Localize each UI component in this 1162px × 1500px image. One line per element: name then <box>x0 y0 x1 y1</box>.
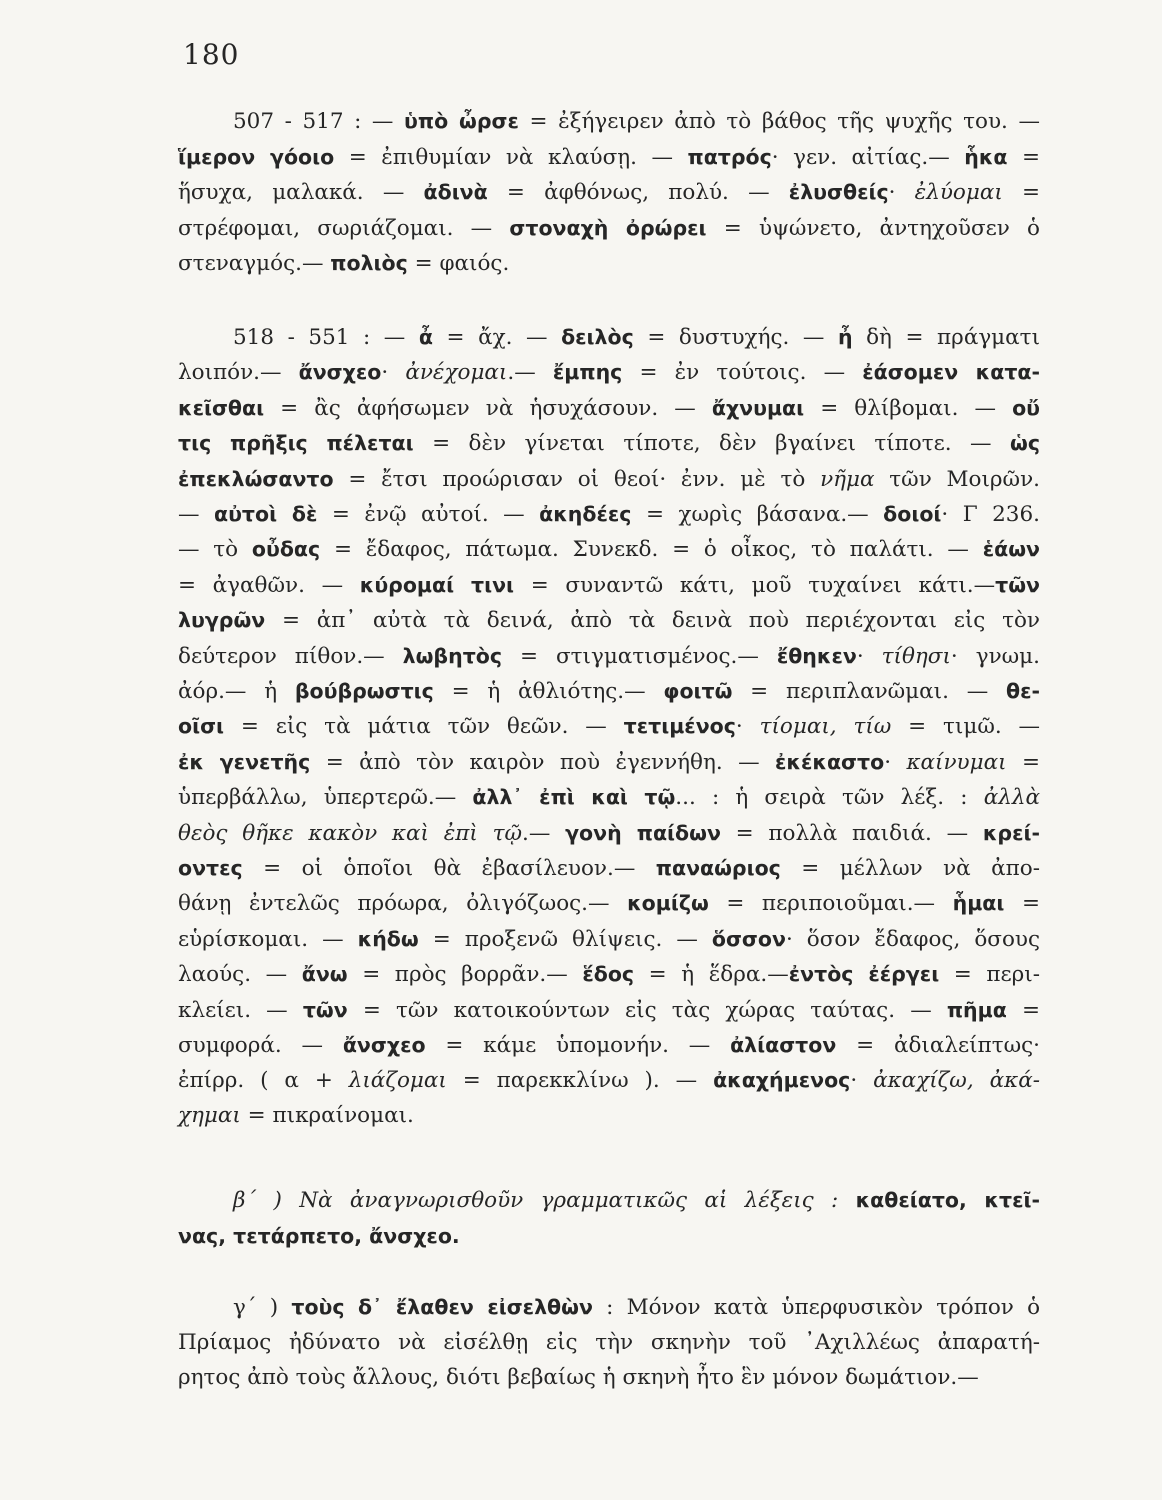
text-line <box>178 886 1040 921</box>
gloss-text: εὑρίσκομαι. — <box>178 927 358 952</box>
gloss-text: = στιγματισμένος.— <box>502 644 777 669</box>
gloss-text: = <box>1006 750 1040 775</box>
headword: ὡς <box>1010 431 1040 455</box>
headword: δειλὸς <box>561 325 634 349</box>
italic-text: τίομαι, τίω <box>759 714 892 739</box>
gloss-text: 507 - 517 : — <box>233 109 405 134</box>
headword: στοναχὴ ὀρώρει <box>509 216 707 240</box>
text-line <box>178 1361 1040 1395</box>
text-line <box>178 426 1040 461</box>
gloss-text: = δὲν γίνεται τίποτε, δὲν βγαίνει τίποτε. — <box>413 431 1011 456</box>
gloss-text: δεύτερον πίθον.— <box>178 644 403 669</box>
gloss-text: = πρὸς βορρᾶν.— <box>347 962 583 987</box>
gloss-text: = ἔδαφος, πάτωμα. Συνεκδ. = ὁ οἶκος, τὸ παλάτι. — <box>320 537 983 562</box>
gloss-text: = <box>1002 180 1040 205</box>
gloss-text: συμφορά. — <box>178 1033 343 1058</box>
headword: λωβητὸς <box>402 644 503 668</box>
gloss-text: = κάμε ὑπομονήν. — <box>425 1033 731 1058</box>
headword: ἀλλ᾽ ἐπὶ καὶ τῷ <box>472 785 676 809</box>
italic-text: ἐλύομαι <box>914 180 1003 205</box>
text-line <box>178 780 1040 815</box>
gloss-text: = τῶν κατοικούντων εἰς τὰς χώρας ταύτας. — <box>347 998 947 1023</box>
text-line <box>178 568 1040 603</box>
headword: ἐντὸς ἐέργει <box>788 962 940 986</box>
headword: ὅσσον <box>711 927 786 951</box>
gloss-text: = ἐξήγειρεν ἀπὸ τὸ βάθος τῆς ψυχῆς του. — <box>518 109 1040 134</box>
headword: ἆ <box>418 325 433 349</box>
text-line <box>178 497 1040 532</box>
gloss-text: = <box>1007 145 1040 170</box>
gloss-text: = ἐπιθυμίαν νὰ κλαύσῃ. — <box>334 145 688 170</box>
gloss-text: = ἀδιαλείπτως· <box>836 1033 1040 1058</box>
headword: κομίζω <box>627 891 709 915</box>
text-line <box>178 140 1040 175</box>
gloss-text: · Γ 236. <box>941 502 1041 527</box>
gloss-text: θάνῃ ἐντελῶς πρόωρα, ὀλιγόζωος.— <box>178 891 628 916</box>
headword: ἄνσχεο <box>342 1033 426 1057</box>
gloss-text: = ἂς ἀφήσωμεν νὰ ἡσυχάσουν. — <box>264 396 712 421</box>
headword: βούβρωστις <box>294 679 434 703</box>
text-line <box>178 922 1040 957</box>
headword: κήδω <box>357 927 419 951</box>
text-line <box>178 674 1040 709</box>
headword: τοὺς δ᾽ ἔλαθεν εἰσελθὼν <box>291 1295 593 1319</box>
headword: παναώριος <box>655 856 781 880</box>
gloss-text: = χωρὶς βάσανα.— <box>631 502 884 527</box>
gloss-text: 518 - 551 : — <box>233 325 419 350</box>
headword: ἐπεκλώσαντο <box>178 467 334 491</box>
gloss-text: στεναγμός.— <box>178 251 331 276</box>
gloss-text: = οἱ ὁποῖοι θὰ ἐβασίλευον.— <box>242 856 656 881</box>
text-line <box>178 532 1040 567</box>
headword: ἔμπης <box>552 360 623 384</box>
italic-text: ἀλλὰ <box>983 785 1040 810</box>
text-line <box>178 211 1040 246</box>
gloss-text: = προξενῶ θλίψεις. — <box>418 927 712 952</box>
gloss-text: = περιπλανῶμαι. — <box>732 679 1006 704</box>
text-line <box>178 391 1040 426</box>
italic-text: ἀνέχομαι <box>405 360 508 385</box>
headword: κρεί- <box>982 821 1040 845</box>
gloss-text: — τὸ <box>178 537 252 562</box>
headword: οὔ <box>1012 396 1040 420</box>
gloss-text: · <box>381 360 406 385</box>
gloss-text: = ἐν τούτοις. — <box>622 360 863 385</box>
headword: θε- <box>1005 679 1040 703</box>
text-line <box>178 1028 1040 1063</box>
gloss-text: γ΄ ) <box>233 1295 292 1320</box>
gloss-text: = ἔτσι προώρισαν οἱ θεοί· ἐνν. μὲ τὸ <box>333 467 821 492</box>
gloss-text: = ὑψώνετο, ἀντηχοῦσεν ὁ <box>706 216 1040 241</box>
gloss-text: · <box>735 714 760 739</box>
text-line <box>178 639 1040 674</box>
italic-text: ἀκαχίζω, ἀκά- <box>873 1068 1040 1093</box>
gloss-text: = δυστυχής. — <box>633 325 838 350</box>
headword: καθείατο, κτεῖ- <box>855 1188 1040 1212</box>
gloss-text: = ἀπ᾽ αὐτὰ τὰ δεινά, ἀπὸ τὰ δεινὰ ποὺ περιέχονται εἰς τὸν <box>265 608 1040 633</box>
headword: τις πρῆξις πέλεται <box>178 431 414 455</box>
headword: ἑάων <box>982 537 1040 561</box>
gloss-text: στρέφομαι, σωριάζομαι. — <box>178 216 510 241</box>
gloss-text: λοιπόν.— <box>178 360 299 385</box>
gloss-text: : Μόνον κατὰ ὑπερφυσικὸν τρόπον ὁ <box>592 1295 1041 1320</box>
headword: τῶν <box>302 998 348 1022</box>
gloss-text: = τιμῶ. — <box>891 714 1041 739</box>
headword: ἧκα <box>964 145 1008 169</box>
gloss-text: · ὅσον ἔδαφος, ὅσους <box>785 927 1040 952</box>
headword: τετιμένος <box>623 714 736 738</box>
headword: ἐλυσθείς <box>788 180 889 204</box>
text-line <box>178 993 1040 1028</box>
gloss-text: · <box>884 750 907 775</box>
headword: ἐάσομεν κατα- <box>862 360 1040 384</box>
gloss-text: = μέλλων νὰ ἀπο- <box>780 856 1040 881</box>
gloss-text: · <box>888 180 915 205</box>
gloss-text: = συναντῶ κάτι, μοῦ τυχαίνει κάτι.— <box>514 573 996 598</box>
gloss-text: = ἀγαθῶν. — <box>178 573 360 598</box>
headword: πῆμα <box>946 998 1007 1022</box>
gloss-text: = εἰς τὰ μάτια τῶν θεῶν. — <box>224 714 624 739</box>
gloss-text: · <box>856 644 882 669</box>
text-line <box>178 1099 1040 1133</box>
headword: ἦ <box>837 325 853 349</box>
headword: ἔθηκεν <box>776 644 857 668</box>
text-line <box>178 1326 1040 1360</box>
headword: αὐτοὶ δὲ <box>214 502 318 526</box>
headword: ἀκηδέες <box>539 502 632 526</box>
text-line <box>178 1219 1040 1254</box>
headword: ἄνσχεο <box>298 360 382 384</box>
italic-text: νῆμα <box>820 467 875 492</box>
headword: ἐκ γενετῆς <box>178 750 311 774</box>
headword: οντες <box>178 856 243 880</box>
headword: ὑπὸ ὦρσε <box>404 109 519 133</box>
gloss-text: λαούς. — <box>178 962 302 987</box>
text-line <box>178 851 1040 886</box>
gloss-text: = ἄχ. — <box>432 325 562 350</box>
gloss-text: · γεν. αἰτίας.— <box>771 145 965 170</box>
gloss-text: κλείει. — <box>178 998 303 1023</box>
text-line <box>178 603 1040 638</box>
gloss-text: δὴ = πράγματι <box>852 325 1040 350</box>
headword: οῖσι <box>178 714 225 738</box>
text-line <box>178 175 1040 210</box>
headword: οὖδας <box>251 537 321 561</box>
text-line <box>178 246 1040 281</box>
headword: γονὴ παίδων <box>565 821 721 845</box>
headword: νας, τετάρπετο, ἄνσχεο. <box>178 1224 460 1248</box>
gloss-text: ρητος ἀπὸ τοὺς ἄλλους, διότι βεβαίως ἡ σκηνὴ ἦτο ἓν μόνον δωμάτιον.— <box>178 1365 979 1390</box>
gloss-text: = ἡ ἕδρα.— <box>634 962 789 987</box>
headword: ἀλίαστον <box>730 1033 837 1057</box>
text-line <box>178 355 1040 390</box>
text-line <box>233 1183 1040 1218</box>
headword: ἀκαχήμενος <box>713 1068 851 1092</box>
headword: κύρομαί τινι <box>359 573 515 597</box>
gloss-text: ... : ἡ σειρὰ τῶν λέξ. : <box>675 785 984 810</box>
gloss-text: .— <box>507 360 553 385</box>
italic-text: λιάζομαι <box>348 1068 447 1093</box>
headword: ἧμαι <box>952 891 1005 915</box>
gloss-text: = φαιός. <box>407 251 510 276</box>
gloss-text: τῶν Μοιρῶν. <box>874 467 1040 492</box>
headword: ἀδινὰ <box>423 180 488 204</box>
text-line <box>233 1290 1040 1325</box>
text-line <box>233 320 1040 355</box>
gloss-text: · <box>850 1068 874 1093</box>
gloss-text: = περιποιοῦμαι.— <box>708 891 953 916</box>
page-number: 180 <box>183 38 240 71</box>
headword: δοιοί <box>883 502 942 526</box>
italic-text: θεὸς θῆκε κακὸν καὶ ἐπὶ τῷ <box>178 821 522 846</box>
headword: ἄχνυμαι <box>711 396 805 420</box>
italic-text: β΄ ) Νὰ ἀναγνωρισθοῦν γραμματικῶς αἱ λέξεις : <box>233 1188 856 1213</box>
headword: φοιτῶ <box>663 679 733 703</box>
text-line <box>178 462 1040 497</box>
gloss-text: = περι- <box>939 962 1040 987</box>
gloss-text: = <box>1004 891 1040 916</box>
headword: ἐκέκαστο <box>775 750 885 774</box>
gloss-text: ἐπίρρ. ( α + <box>178 1068 349 1093</box>
gloss-text: ἀόρ.— ἡ <box>178 679 295 704</box>
gloss-text: = ἐνῷ αὐτοί. — <box>317 502 540 527</box>
text-line <box>178 957 1040 992</box>
italic-text: τίθησι <box>881 644 951 669</box>
gloss-text: .— <box>522 821 566 846</box>
text-line <box>178 1063 1040 1098</box>
gloss-text: Πρίαμος ἠδύνατο νὰ εἰσέλθῃ εἰς τὴν σκηνὴν τοῦ ᾿Αχιλλέως ἀπαρατή- <box>178 1330 1040 1355</box>
headword: ἕδος <box>582 962 635 986</box>
gloss-text: — <box>178 502 214 527</box>
italic-text: χημαι <box>178 1103 241 1128</box>
text-line <box>178 709 1040 744</box>
headword: πολιὸς <box>330 251 408 275</box>
gloss-text: ὑπερβάλλω, ὑπερτερῶ.— <box>178 785 473 810</box>
text-line <box>178 816 1040 851</box>
headword: κεῖσθαι <box>178 396 265 420</box>
italic-text: καίνυμαι <box>906 750 1007 775</box>
gloss-text: = ἀφθόνως, πολύ. — <box>487 180 789 205</box>
headword: πατρός <box>687 145 772 169</box>
text-line <box>178 745 1040 780</box>
headword: λυγρῶν <box>178 608 266 632</box>
gloss-text: = <box>1006 998 1040 1023</box>
gloss-text: = θλίβομαι. — <box>804 396 1013 421</box>
headword: τῶν <box>995 573 1040 597</box>
headword: ἄνω <box>301 962 348 986</box>
gloss-text: = ἀπὸ τὸν καιρὸν ποὺ ἐγεννήθη. — <box>310 750 776 775</box>
gloss-text: = ἡ ἀθλιότης.— <box>433 679 664 704</box>
gloss-text: = πικραίνομαι. <box>240 1103 414 1128</box>
gloss-text: ἥσυχα, μαλακά. — <box>178 180 424 205</box>
gloss-text: · γνωμ. <box>950 644 1040 669</box>
gloss-text: = παρεκκλίνω ). — <box>446 1068 714 1093</box>
gloss-text: = πολλὰ παιδιά. — <box>720 821 983 846</box>
text-line <box>233 104 1040 139</box>
headword: ἵμερον γόοιο <box>178 145 335 169</box>
